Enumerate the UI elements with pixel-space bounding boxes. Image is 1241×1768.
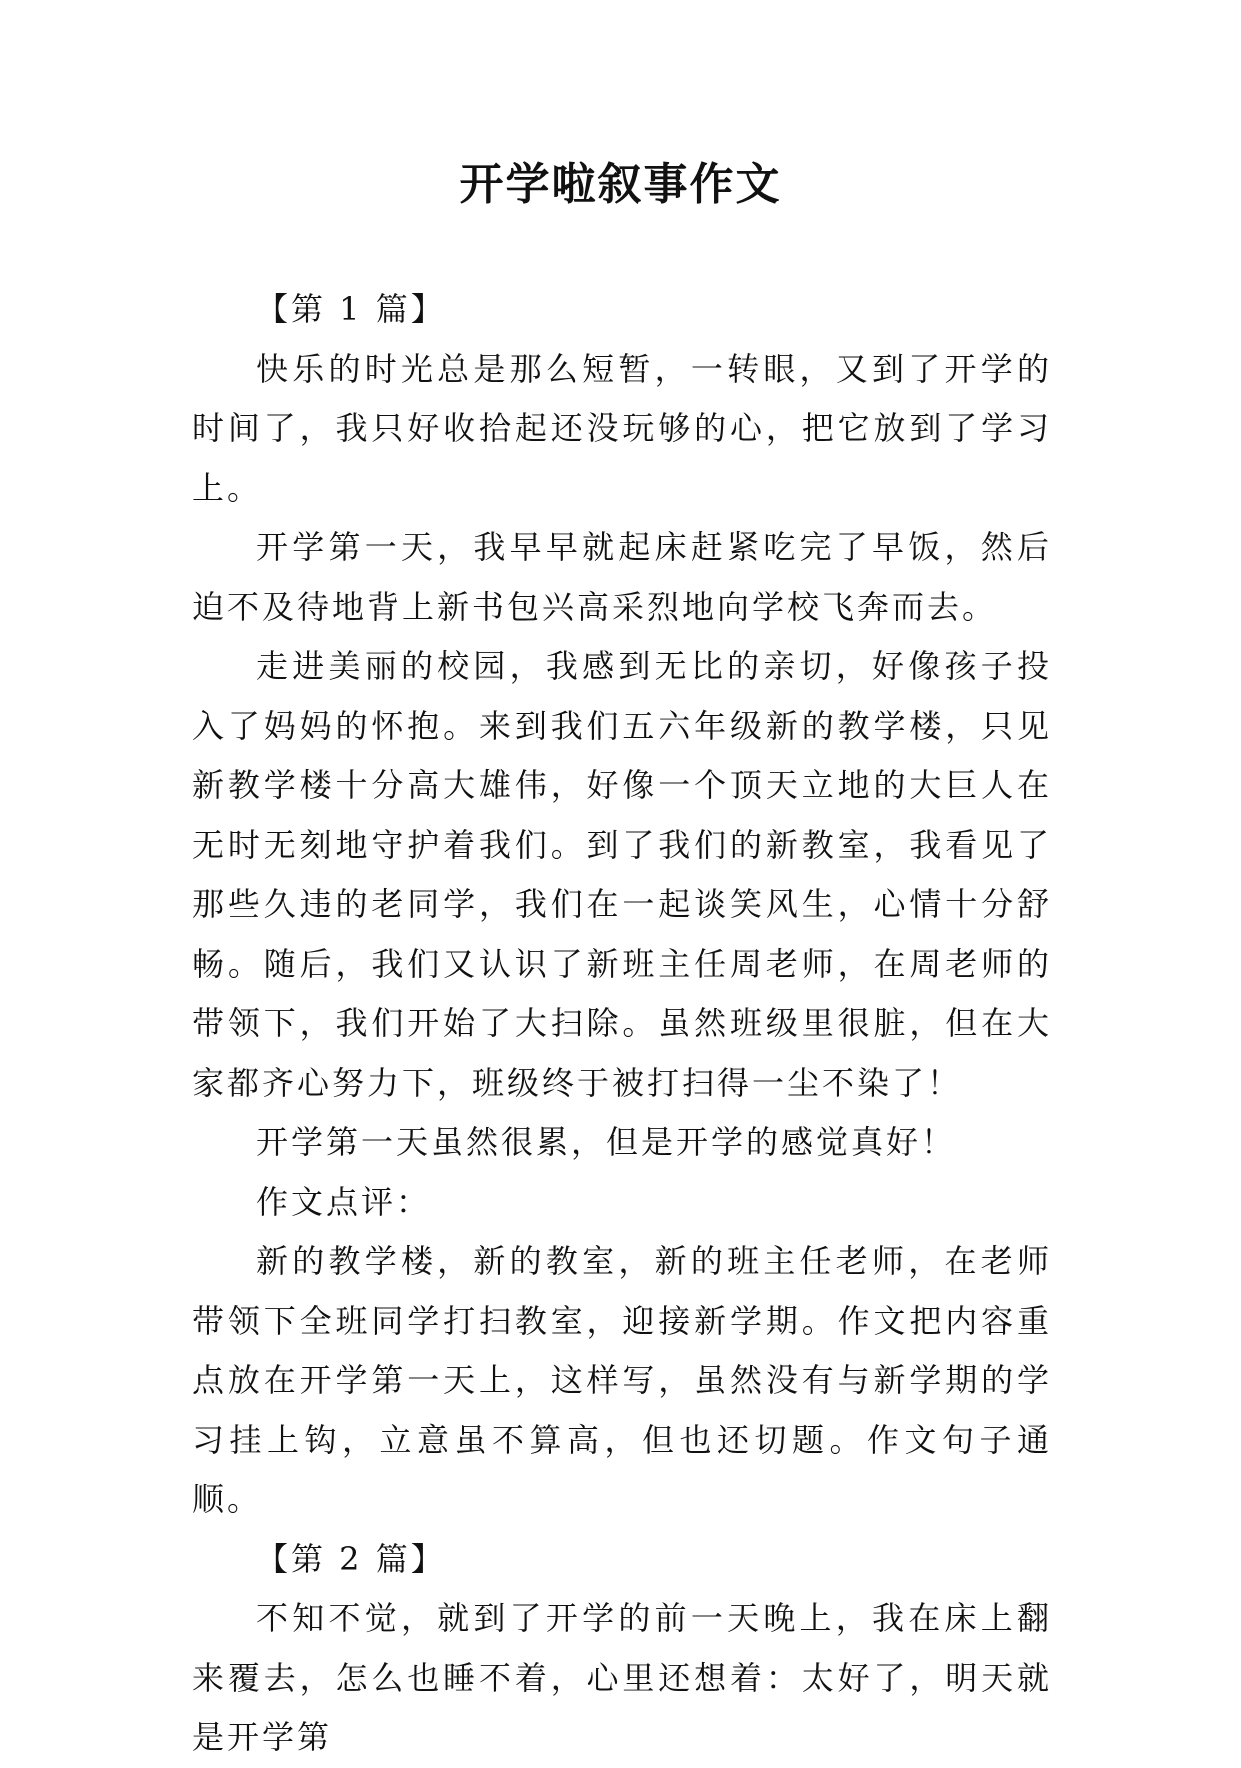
- paragraph: 不知不觉，就到了开学的前一天晚上，我在床上翻来覆去，怎么也睡不着，心里还想着：太好了，明天就是开学第: [192, 1599, 1052, 1756]
- paragraph: 新的教学楼，新的教室，新的班主任老师，在老师带领下全班同学打扫教室，迎接新学期。作文把内容重点放在开学第一天上，这样写，虽然没有与新学期的学习挂上钩，立意虽不算高，但也还切题。作文句子通顺。: [192, 1242, 1052, 1518]
- paragraph: 快乐的时光总是那么短暂，一转眼，又到了开学的时间了，我只好收拾起还没玩够的心，把它放到了学习上。: [192, 349, 1052, 507]
- document-title: 开学啦叙事作文: [459, 159, 782, 210]
- section-heading-1: 【第 1 篇】: [256, 290, 446, 328]
- paragraph: 开学第一天虽然很累，但是开学的感觉真好！: [256, 1123, 957, 1161]
- section-heading-2: 【第 2 篇】: [256, 1539, 446, 1578]
- document-body: [192, 280, 1052, 1768]
- comment-label: 作文点评：: [256, 1182, 432, 1221]
- paragraph: 开学第一天，我早早就起床赶紧吃完了早饭，然后迫不及待地背上新书包兴高采烈地向学校飞奔而去。: [192, 528, 1052, 626]
- paragraph: 走进美丽的校园，我感到无比的亲切，好像孩子投入了妈妈的怀抱。来到我们五六年级新的教学楼，只见新教学楼十分高大雄伟，好像一个顶天立地的大巨人在无时无刻地守护着我们。到了我们的新教室，我看见了那些久违的老同学，我们在一起谈笑风生，心情十分舒畅。随后，我们又认识了新班主任周老师，在周老师的带领下，我们开始了大扫除。虽然班级里很脏，但在大家都齐心努力下，班级终于被打扫得一尘不染了！: [192, 647, 1052, 1102]
